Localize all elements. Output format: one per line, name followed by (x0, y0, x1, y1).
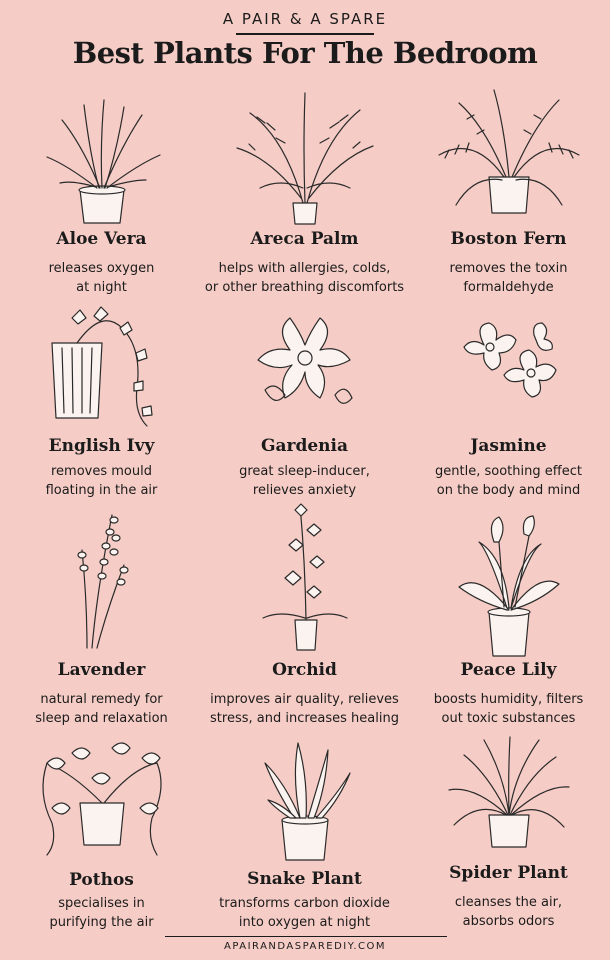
page-title: Best Plants For The Bedroom (72, 36, 538, 70)
plant-card-boston-fern (407, 85, 610, 295)
plant-card-aloe-vera (0, 95, 203, 295)
footer-divider (165, 936, 447, 937)
gardenia-illustration (250, 310, 360, 420)
pothos-illustration (32, 733, 172, 858)
plant-desc: into oxygen at night (238, 915, 371, 930)
plant-desc: gentle, soothing effect (435, 464, 582, 479)
areca-palm-illustration (235, 88, 375, 225)
plant-desc: improves air quality, relieves (210, 692, 399, 707)
lavender-illustration (62, 510, 142, 650)
aloe-vera-illustration (42, 95, 162, 225)
plant-name: Aloe Vera (56, 229, 147, 249)
plant-card-gardenia (203, 310, 406, 503)
plant-desc: formaldehyde (463, 280, 554, 295)
plant-card-areca-palm (203, 88, 406, 295)
plant-name: Orchid (272, 660, 337, 680)
plant-desc: releases oxygen (48, 261, 155, 276)
plant-card-lavender (0, 510, 203, 730)
plant-name: Lavender (57, 660, 146, 680)
boston-fern-illustration (434, 85, 584, 225)
plant-desc: stress, and increases healing (210, 711, 399, 726)
plant-desc: specialises in (58, 896, 145, 911)
spider-plant-illustration (444, 735, 574, 855)
plant-desc: sleep and relaxation (35, 711, 168, 726)
plant-name: Boston Fern (450, 229, 567, 249)
plant-desc: cleanses the air, (454, 895, 563, 910)
plant-desc: great sleep-inducer, (239, 464, 370, 479)
plant-desc: natural remedy for (40, 692, 163, 707)
brand-name: A PAIR & A SPARE (222, 10, 388, 28)
plant-card-jasmine (407, 315, 610, 503)
plant-name: Pothos (69, 870, 134, 890)
plant-desc: removes the toxin (449, 261, 568, 276)
plant-name: Areca Palm (250, 229, 359, 249)
plant-name: Spider Plant (449, 863, 568, 883)
plant-desc: purifying the air (49, 915, 154, 930)
plant-name: Jasmine (470, 436, 547, 456)
plant-name: Snake Plant (247, 869, 362, 889)
plant-card-peace-lily (407, 512, 610, 730)
plant-desc: helps with allergies, colds, (218, 261, 391, 276)
peace-lily-illustration (449, 512, 569, 657)
plant-desc: floating in the air (45, 483, 158, 498)
footer-website: APAIRANDASPAREDIY.COM (224, 941, 386, 952)
plant-desc: relieves anxiety (252, 483, 357, 498)
english-ivy-illustration (42, 298, 162, 428)
plant-desc: absorbs odors (462, 914, 555, 929)
plant-desc: out toxic substances (441, 711, 576, 726)
plant-card-spider-plant (407, 735, 610, 933)
plant-desc: on the body and mind (436, 483, 581, 498)
plant-card-orchid (203, 500, 406, 730)
plant-card-snake-plant (203, 738, 406, 933)
orchid-illustration (255, 500, 355, 652)
plant-desc: boosts humidity, filters (433, 692, 584, 707)
plant-desc: at night (76, 280, 127, 295)
plant-desc: transforms carbon dioxide (219, 896, 390, 911)
plant-desc: or other breathing discomforts (204, 280, 405, 295)
plant-desc: removes mould (51, 464, 152, 479)
snake-plant-illustration (250, 738, 360, 863)
plant-name: Gardenia (260, 436, 349, 456)
plant-name: Peace Lily (460, 660, 557, 680)
plant-card-pothos (0, 733, 203, 933)
jasmine-illustration (454, 315, 564, 415)
plant-name: English Ivy (48, 436, 155, 456)
plant-card-english-ivy (0, 298, 203, 503)
